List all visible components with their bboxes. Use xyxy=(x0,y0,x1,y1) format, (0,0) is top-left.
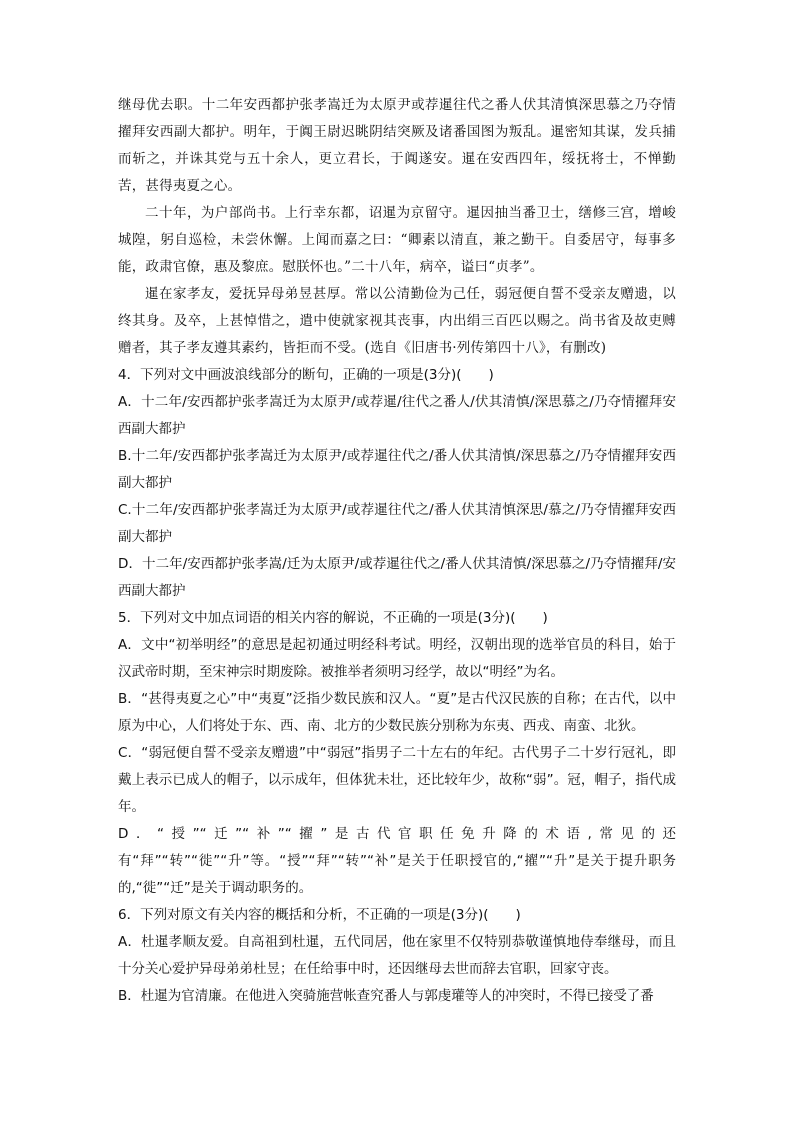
passage-paragraph-2: 二十年，为户部尚书。上行幸东都，诏暹为京留守。暹因抽当番卫士，缮修三宫，增峻城隍，躬自巡检，未尝休懈。上闻而嘉之曰：“卿素以清直，兼之勤干。自委居守，每事多能，政肃官僚，惠及黎庶。慰朕怀也。”二十八年，病卒，谥曰“贞孝”。 xyxy=(118,205,676,275)
passage-paragraph-1: 继母优去职。十二年安西都护张孝嵩迁为太原尹或荐暹往代之番人伏其清慎深思慕之乃夺情擢拜安西副大都护。明年，于阗王尉迟眺阴结突厥及诸番国图为叛乱。暹密知其谋，发兵捕而斩之，并诛其党与五十余人，更立君长，于阗遂安。暹在安西四年，绥抚将士，不惮勤苦，甚得夷夏之心。 xyxy=(118,97,676,194)
question-5 xyxy=(118,605,676,902)
question-4-option-b: B.十二年/安西都护张孝嵩迁为太原尹/或荐暹往代之/番人伏其清慎/深思慕之/乃夺情擢拜安西副大都护 xyxy=(118,448,676,491)
question-4-option-c: C.十二年/安西都护张孝嵩迁为太原尹/或荐暹往代之/番人伏其清慎深思/慕之/乃夺情擢拜安西副大都护 xyxy=(118,502,676,545)
question-5-stem: 5．下列对文中加点词语的相关内容的解说，不正确的一项是(3分)( ) xyxy=(118,610,548,626)
question-6-option-b: B．杜暹为官清廉。在他进入突骑施营帐查究番人与郭虔瓘等人的冲突时，不得已接受了番 xyxy=(118,988,654,1004)
question-5-option-a: A．文中“初举明经”的意思是起初通过明经科考试。明经，汉朝出现的选举官员的科目，始于汉武帝时期，至宋神宗时期废除。被推举者须明习经学，故以“明经”为名。 xyxy=(118,637,676,680)
question-6-option-a: A．杜暹孝顺友爱。自高祖到杜暹，五代同居，他在家里不仅特别恭敬谨慎地侍奉继母，而且十分关心爱护异母弟弟杜昱；在任给事中时，还因继母去世而辞去官职，回家守丧。 xyxy=(118,934,676,977)
question-4-option-d: D．十二年/安西都护张孝嵩/迁为太原尹/或荐暹往代之/番人伏其清慎/深思慕之/乃夺情擢拜/安西副大都护 xyxy=(118,556,676,599)
question-5-option-b: B．“甚得夷夏之心”中“夷夏”泛指少数民族和汉人。“夏”是古代汉民族的自称；在古代，以中原为中心，人们将处于东、西、南、北方的少数民族分别称为东夷、西戎、南蛮、北狄。 xyxy=(118,691,676,734)
question-4-option-a: A．十二年/安西都护张孝嵩迁为太原尹/或荐暹/往代之番人/伏其清慎/深思慕之/乃夺情擢拜安西副大都护 xyxy=(118,394,676,437)
document-body xyxy=(118,92,676,1010)
question-5-option-d: D．“授”“迁”“补”“擢”是古代官职任免升降的术语,常见的还有“拜”“转”“徙”“升”等。“授”“拜”“转”“补”是关于任职授官的,“擢”“升”是关于提升职务的,“徙”“迁”是关于调动职务的。 xyxy=(118,826,676,896)
passage-paragraph-3: 暹在家孝友，爱抚异母弟昱甚厚。常以公清勤俭为己任，弱冠便自誓不受亲友赠遗，以终其身。及卒，上甚悼惜之，遣中使就家视其丧事，内出绢三百匹以赐之。尚书省及故吏赙赠者，其子孝友遵其素约，皆拒而不受。(选自《旧唐书·列传第四十八》，有删改) xyxy=(118,286,676,356)
question-4-stem: 4．下列对文中画波浪线部分的断句，正确的一项是(3分)( ) xyxy=(118,367,494,383)
question-4 xyxy=(118,362,676,605)
question-6 xyxy=(118,902,676,1010)
question-6-stem: 6．下列对原文有关内容的概括和分析，不正确的一项是(3分)( ) xyxy=(118,907,521,923)
question-5-option-c: C．“弱冠便自誓不受亲友赠遗”中“弱冠”指男子二十左右的年纪。古代男子二十岁行冠礼，即戴上表示已成人的帽子，以示成年，但体犹未壮，还比较年少，故称“弱”。冠，帽子，指代成年。 xyxy=(118,745,676,815)
